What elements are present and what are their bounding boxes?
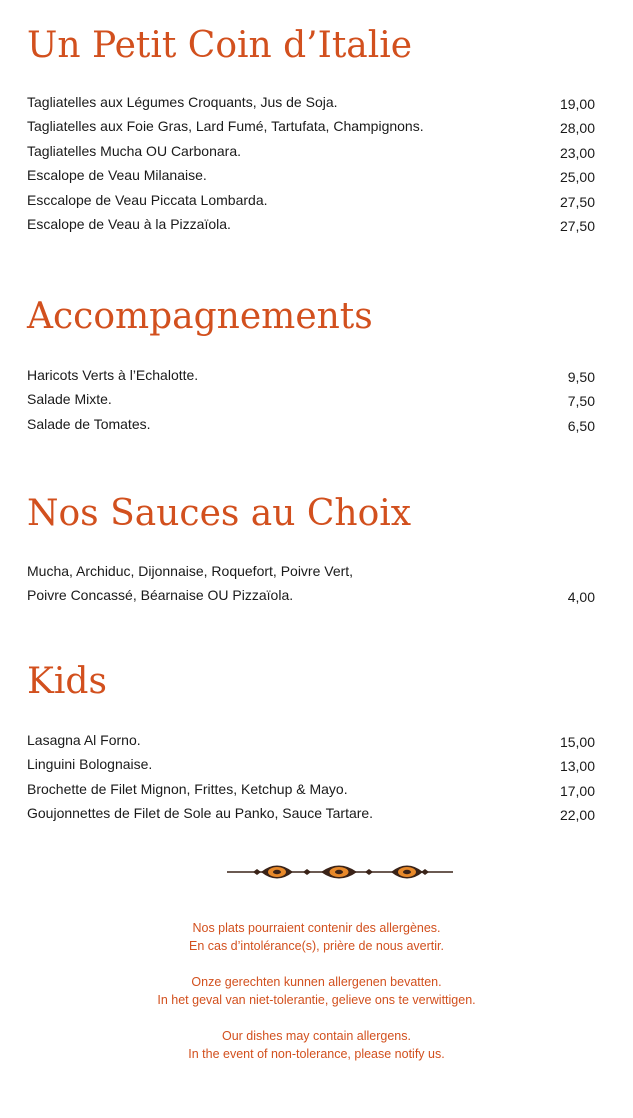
menu-item-name: Tagliatelles aux Légumes Croquants, Jus de Soja. — [27, 94, 338, 110]
menu-item — [27, 90, 595, 114]
menu-item — [27, 387, 595, 411]
section-title-italie: Un Petit Coin d’Italie — [27, 25, 413, 66]
menu-item-name: Lasagna Al Forno. — [27, 732, 141, 748]
allergen-line: In the event of non-tolerance, please notify us. — [188, 1047, 445, 1061]
menu-item — [27, 777, 595, 801]
menu-item-price: 4,00 — [567, 589, 595, 606]
menu-item-price: 9,50 — [567, 369, 595, 385]
section-title-accompagnements: Accompagnements — [27, 296, 373, 337]
menu-item — [27, 212, 595, 236]
allergen-notice-en — [0, 1027, 633, 1063]
menu-item-price: 22,00 — [559, 807, 595, 824]
ornament-eye — [321, 866, 357, 879]
section-items-italie — [27, 90, 595, 236]
section-title-sauces: Nos Sauces au Choix — [27, 493, 412, 534]
allergen-notice-fr — [0, 919, 633, 955]
menu-item — [27, 163, 595, 187]
menu-item-price: 19,00 — [559, 96, 595, 112]
menu-item — [27, 188, 595, 212]
section-title-kids: Kids — [27, 661, 107, 702]
menu-item — [27, 412, 595, 436]
menu-item-price: 27,50 — [559, 217, 595, 234]
section-items-accompagnements — [27, 363, 595, 436]
menu-item — [27, 559, 595, 583]
menu-item-name: Esccalope de Veau Piccata Lombarda. — [27, 191, 268, 208]
ornament-divider-icon — [225, 858, 455, 886]
menu-item-price: 27,50 — [559, 193, 595, 210]
menu-item-name: Mucha, Archiduc, Dijonnaise, Roquefort, Poivre Vert, — [27, 563, 354, 579]
menu-item-name: Salade Mixte. — [27, 391, 112, 408]
menu-item-price: 7,50 — [567, 393, 595, 410]
ornament-diamond — [365, 869, 373, 875]
menu-item — [27, 728, 595, 752]
menu-item — [27, 139, 595, 163]
menu-item — [27, 363, 595, 387]
ornament-eye — [261, 866, 293, 879]
menu-item-name: Escalope de Veau à la Pizzaïola. — [27, 215, 231, 232]
allergen-notice-nl — [0, 973, 633, 1009]
allergen-line: In het geval van niet-tolerantie, gelieve ons te verwittigen. — [157, 993, 476, 1007]
section-items-kids — [27, 728, 595, 826]
allergen-line: Onze gerechten kunnen allergenen bevatten. — [191, 975, 442, 989]
menu-item-price: 17,00 — [559, 782, 595, 799]
section-items-sauces — [27, 559, 595, 608]
allergen-line: Nos plats pourraient contenir des allergènes. — [192, 921, 441, 935]
ornament-diamond — [253, 869, 261, 875]
menu-item-name: Linguini Bolognaise. — [27, 756, 153, 773]
menu-item-name: Tagliatelles aux Foie Gras, Lard Fumé, Tartufata, Champignons. — [27, 118, 424, 135]
menu-item — [27, 114, 595, 138]
menu-item-price: 25,00 — [559, 169, 595, 186]
menu-item-name: Tagliatelles Mucha OU Carbonara. — [27, 142, 241, 159]
menu-item-price: 23,00 — [559, 144, 595, 161]
menu-item-name: Brochette de Filet Mignon, Frittes, Ketchup & Mayo. — [27, 780, 348, 797]
menu-item-name: Escalope de Veau Milanaise. — [27, 167, 207, 184]
menu-item-name: Poivre Concassé, Béarnaise OU Pizzaïola. — [27, 587, 294, 604]
menu-item-name: Haricots Verts à l’Echalotte. — [27, 367, 199, 383]
menu-item — [27, 583, 595, 607]
ornament-eye — [391, 866, 423, 879]
menu-item-name: Salade de Tomates. — [27, 415, 151, 432]
allergen-line: En cas d’intolérance(s), prière de nous avertir. — [189, 939, 444, 953]
menu-item-price: 6,50 — [567, 417, 595, 434]
menu-item — [27, 752, 595, 776]
menu-item-price: 15,00 — [559, 734, 595, 750]
menu-item-name: Goujonnettes de Filet de Sole au Panko, Sauce Tartare. — [27, 805, 374, 822]
menu-item-price: 13,00 — [559, 758, 595, 775]
allergen-line: Our dishes may contain allergens. — [222, 1029, 411, 1043]
ornament-diamond — [303, 869, 311, 875]
menu-item — [27, 801, 595, 825]
menu-item-price: 28,00 — [559, 120, 595, 137]
